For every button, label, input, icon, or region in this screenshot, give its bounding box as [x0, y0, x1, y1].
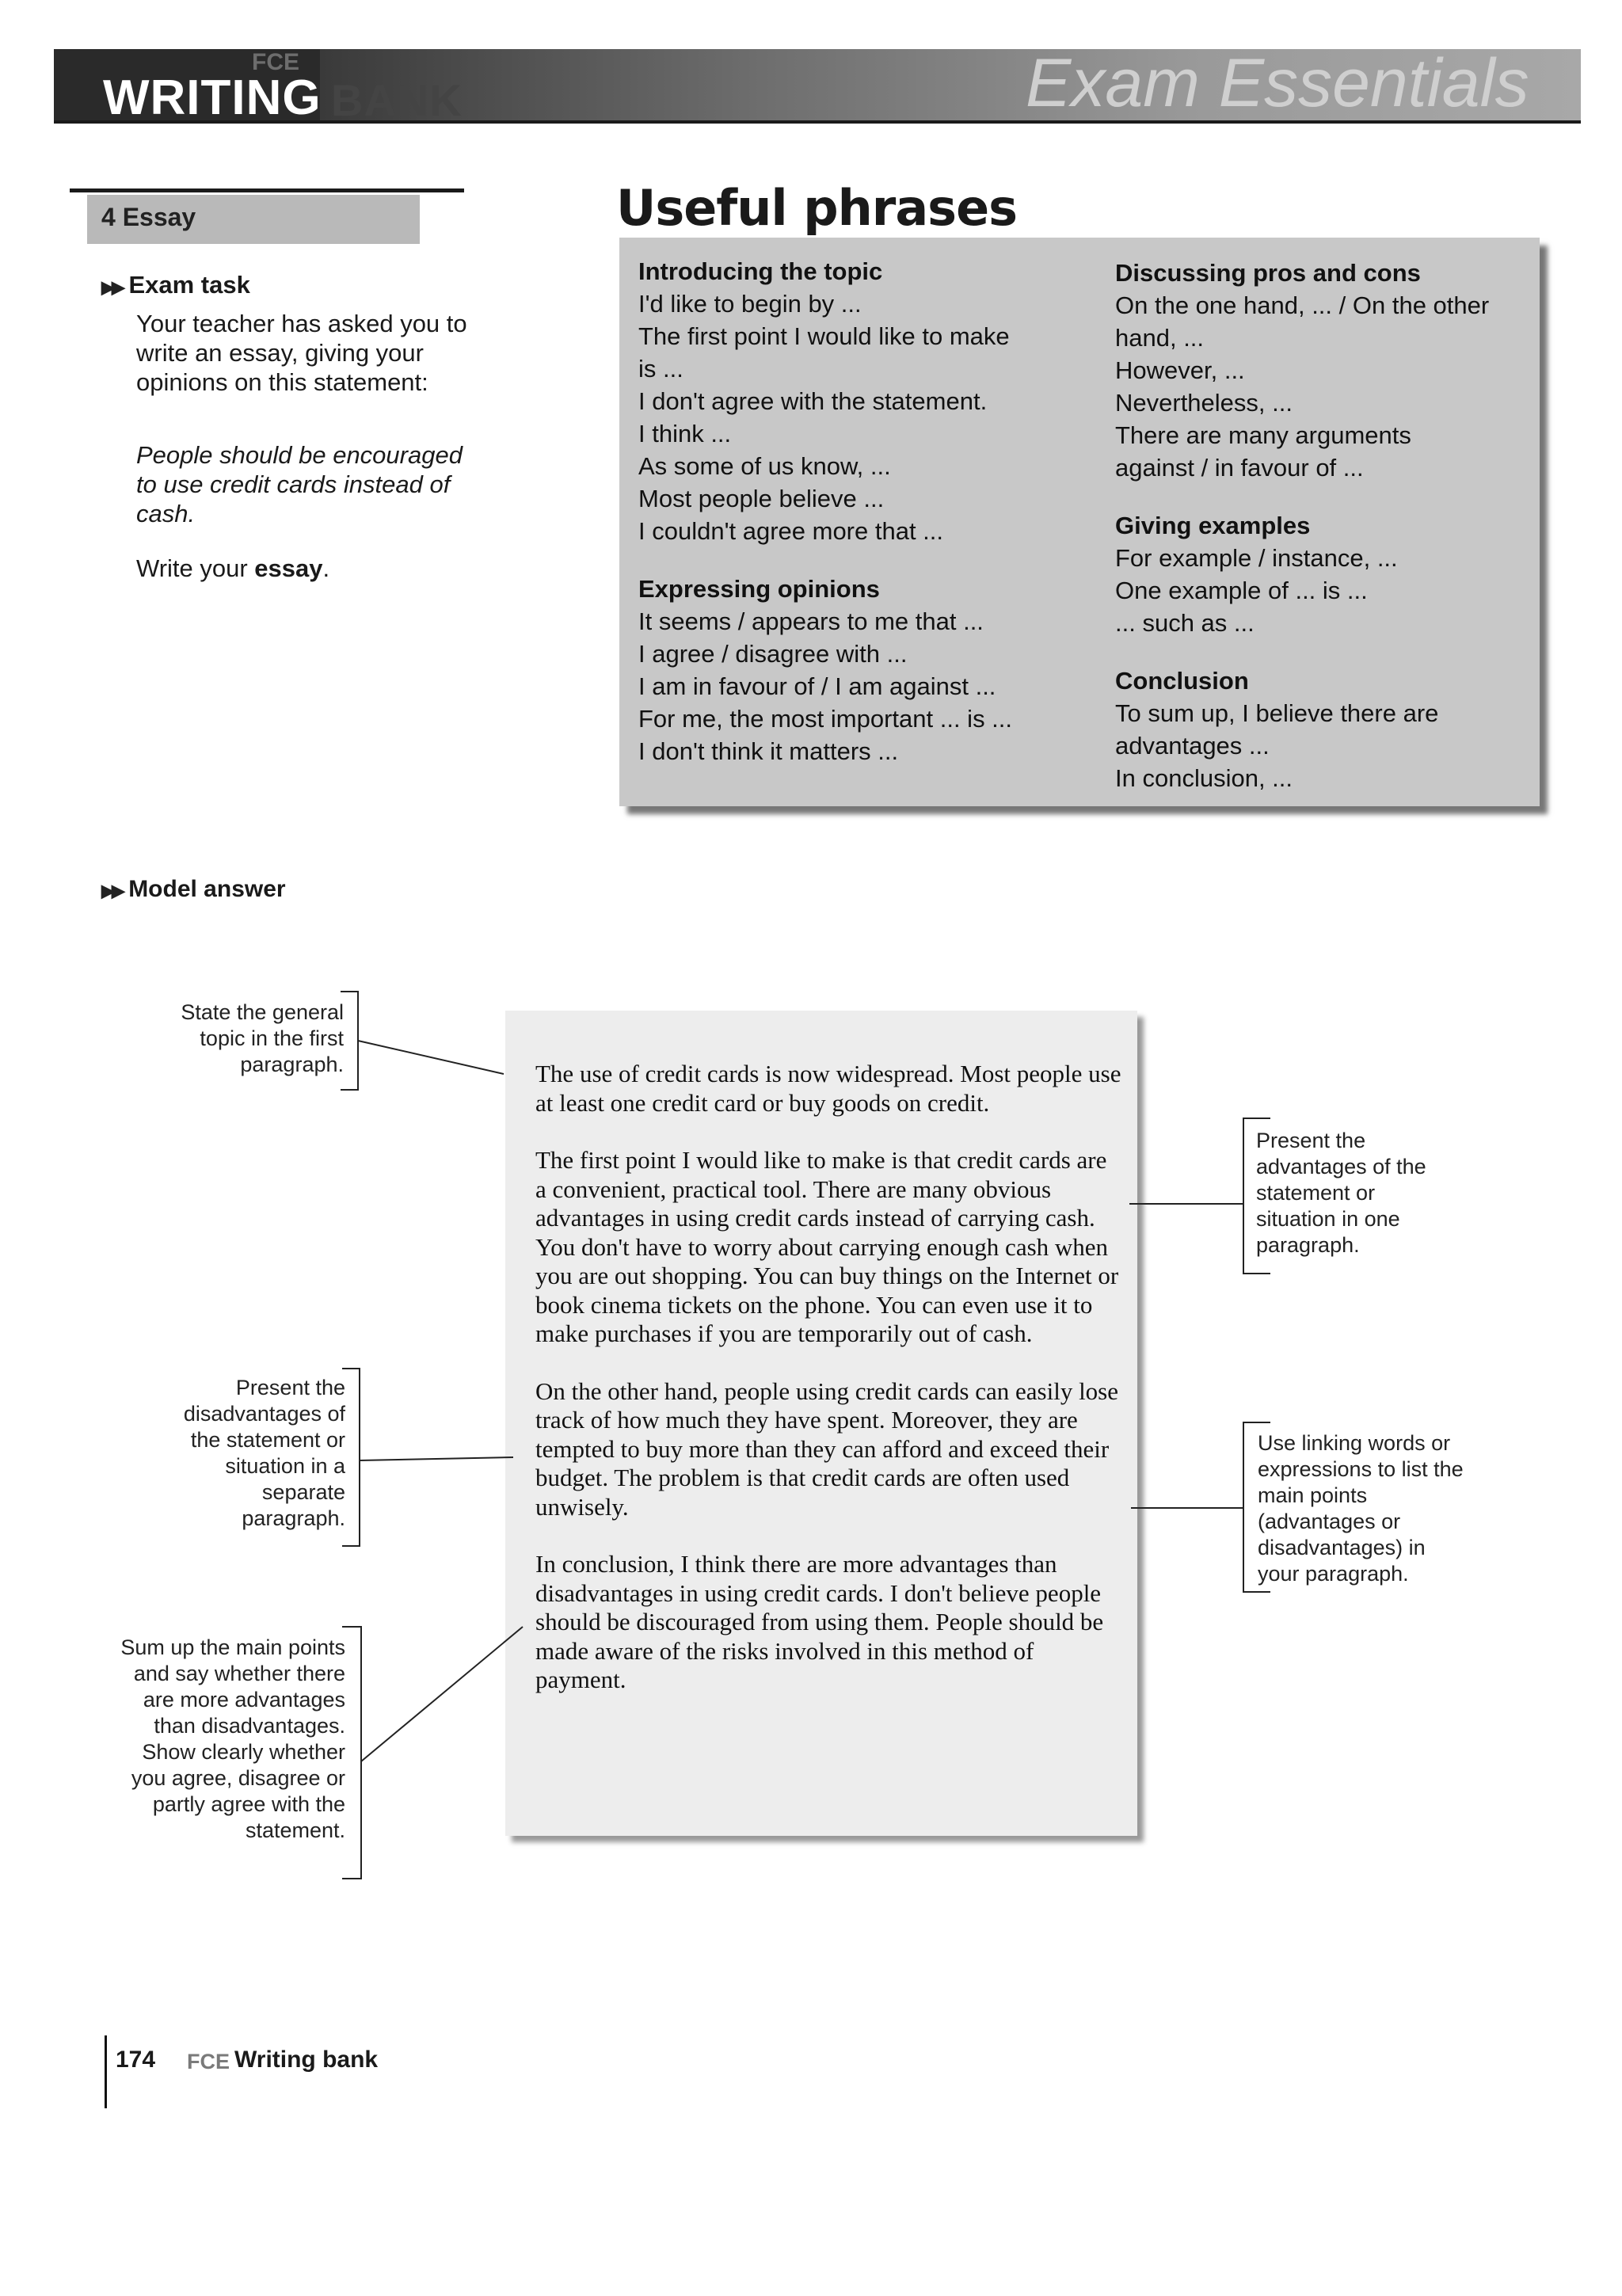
answer-paragraph-3: On the other hand, people using credit cards can easily lose track of how much they have spent. Moreover, they are tempted to buy more than they can afford and exceed their budget. The problem is that credit cards are often used unwisely.: [535, 1376, 1119, 1521]
footer-bar: [105, 2035, 107, 2108]
phrase-line: I'd like to begin by ...: [638, 290, 862, 318]
phrase-line: For me, the most important ... is ...: [638, 705, 1013, 733]
answer-paragraph-4: In conclusion, I think there are more advantages than disadvantages in using credit cards. I don't believe people should be discouraged from using them. People should be made aware of the risks involved in this method of payment.: [535, 1550, 1104, 1693]
phrase-line: I don't agree with the statement.: [638, 387, 988, 415]
answer-paragraph-1: The use of credit cards is now widespread. Most people use at least one credit card or buy goods on credit.: [535, 1060, 1121, 1117]
phrase-line: It seems / appears to me that ...: [638, 607, 984, 635]
phrase-line: On the one hand, ... / On the other: [1115, 291, 1490, 319]
phrase-line: I couldn't agree more that ...: [638, 517, 944, 545]
phrase-line: I am in favour of / I am against ...: [638, 672, 996, 700]
phrase-line: is ...: [638, 355, 683, 383]
exam-task-text: Your teacher has asked you to write an essay, giving your opinions on this statement:: [136, 310, 467, 396]
leader-note-3: [361, 1627, 523, 1761]
answer-paragraph-2: The first point I would like to make is that credit cards are a convenient, practical tool. There are many obvious advantages in using credit cards instead of carrying cash. You don't have to worry about carrying enough cash when you are out shopping. You can buy things on the Internet or book cinema tickets on the phone. You can even use it to make purchases if you are temporarily out of cash.: [535, 1146, 1119, 1347]
note-advantages: Present the advantages of the statement or situation in one paragraph.: [1256, 1129, 1426, 1257]
exam-task-statement: People should be encouraged to use credit cards instead of cash.: [136, 441, 463, 527]
page-number: 174: [116, 2047, 156, 2073]
phrase-group-heading: Expressing opinions: [638, 575, 880, 603]
phrase-line: The first point I would like to make: [638, 322, 1010, 350]
exam-essentials-title: Exam Essentials: [1026, 45, 1529, 121]
phrase-group-heading: Introducing the topic: [638, 257, 883, 285]
exam-task-heading: ▶▶ Exam task: [101, 271, 250, 299]
phrase-line: ... such as ...: [1115, 609, 1255, 637]
phrase-line: Nevertheless, ...: [1115, 389, 1293, 417]
writing-title: WRITING: [103, 70, 322, 125]
phrase-line: hand, ...: [1115, 324, 1205, 352]
footer-fce: FCE: [187, 2050, 230, 2073]
phrase-line: I think ...: [638, 420, 732, 447]
footer-title: Writing bank: [234, 2047, 379, 2073]
bracket-note-2: [342, 1369, 360, 1546]
section-label: 4 Essay: [101, 203, 196, 231]
double-arrow-icon: ▶▶: [101, 277, 122, 297]
note-general-topic: State the general topic in the first paragraph.: [181, 1000, 344, 1076]
note-linking-words: Use linking words or expressions to list the main points (advantages or disadvantages) in your paragraph.: [1258, 1431, 1464, 1586]
phrase-group-heading: Conclusion: [1115, 667, 1249, 695]
phrase-line: I agree / disagree with ...: [638, 640, 908, 668]
note-disadvantages: Present the disadvantages of the statement or situation in a separate paragraph.: [183, 1376, 345, 1530]
leader-note-1: [358, 1041, 504, 1074]
phrase-line: There are many arguments: [1115, 421, 1411, 449]
phrase-line: advantages ...: [1115, 732, 1270, 760]
phrase-group-heading: Giving examples: [1115, 512, 1311, 539]
bank-title: BANK: [331, 75, 463, 125]
phrase-line: However, ...: [1115, 356, 1245, 384]
phrase-group-heading: Discussing pros and cons: [1115, 259, 1421, 287]
phrase-line: One example of ... is ...: [1115, 577, 1368, 604]
bracket-note-5: [1243, 1422, 1270, 1592]
model-answer-heading: ▶▶ Model answer: [101, 876, 286, 902]
exam-task-instruction: Write your essay.: [136, 554, 330, 582]
double-arrow-icon: ▶▶: [101, 881, 122, 901]
bracket-note-1: [341, 992, 358, 1090]
phrase-line: I don't think it matters ...: [638, 737, 899, 765]
leader-note-2: [360, 1457, 513, 1460]
phrase-line: In conclusion, ...: [1115, 764, 1293, 792]
note-sum-up: Sum up the main points and say whether there are more advantages than disadvantages. Show clearly whether you agree, disagree or partly agree with the statement.: [120, 1635, 345, 1842]
bracket-note-4: [1243, 1118, 1270, 1274]
useful-phrases-title: Useful phrases: [616, 179, 1018, 237]
phrase-line: Most people believe ...: [638, 485, 885, 512]
bracket-note-3: [342, 1627, 361, 1879]
fce-badge: FCE: [252, 49, 299, 75]
phrase-line: As some of us know, ...: [638, 452, 891, 480]
phrase-line: For example / instance, ...: [1115, 544, 1398, 572]
phrase-line: against / in favour of ...: [1115, 454, 1364, 482]
phrase-line: To sum up, I believe there are: [1115, 699, 1439, 727]
